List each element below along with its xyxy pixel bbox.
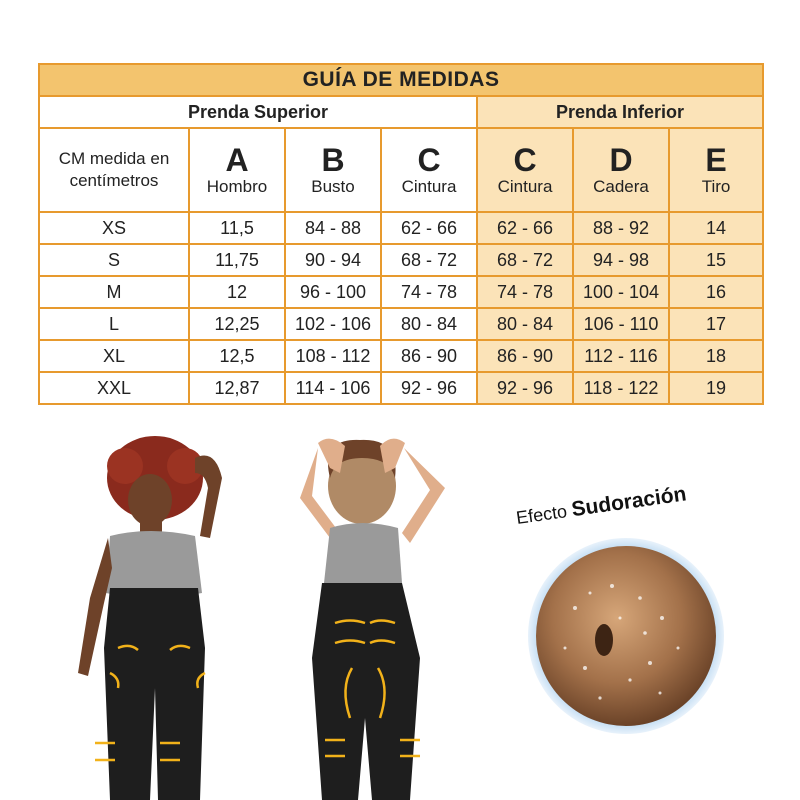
table-row [39, 244, 763, 276]
column-letter: C [417, 142, 441, 178]
column-header [669, 128, 763, 212]
column-name: Tiro [701, 177, 731, 196]
table-cell: 100 - 104 [573, 276, 669, 308]
table-cell: 12,25 [189, 308, 285, 340]
size-label: XS [39, 212, 189, 244]
group-lower: Prenda Inferior [477, 96, 763, 128]
table-cell: 15 [669, 244, 763, 276]
front-model [78, 436, 222, 800]
table-cell: 106 - 110 [573, 308, 669, 340]
table-cell: 74 - 78 [381, 276, 477, 308]
table-cell: 11,5 [189, 212, 285, 244]
table-row [39, 308, 763, 340]
size-guide-table [38, 63, 764, 405]
column-name: Hombro [206, 177, 268, 196]
column-name: Cadera [593, 177, 649, 196]
table-cell: 62 - 66 [477, 212, 573, 244]
table-cell: 68 - 72 [381, 244, 477, 276]
table-cell: 17 [669, 308, 763, 340]
column-letter: D [609, 142, 633, 178]
table-cell: 80 - 84 [381, 308, 477, 340]
column-header [285, 128, 381, 212]
size-label: S [39, 244, 189, 276]
back-model [300, 439, 445, 800]
column-header [573, 128, 669, 212]
model-illustrations [0, 418, 800, 800]
sweat-word: Sudoración [570, 482, 688, 522]
table-cell: 80 - 84 [477, 308, 573, 340]
column-letter: E [705, 142, 727, 178]
column-name: Cintura [401, 177, 457, 196]
table-row [39, 276, 763, 308]
table-cell: 96 - 100 [285, 276, 381, 308]
column-name: Busto [311, 177, 355, 196]
table-cell: 86 - 90 [477, 340, 573, 372]
column-name: Cintura [497, 177, 553, 196]
size-label: XL [39, 340, 189, 372]
table-cell: 118 - 122 [573, 372, 669, 404]
table-cell: 94 - 98 [573, 244, 669, 276]
table-row [39, 340, 763, 372]
table-cell: 11,75 [189, 244, 285, 276]
table-cell: 108 - 112 [285, 340, 381, 372]
column-header [477, 128, 573, 212]
size-label: XXL [39, 372, 189, 404]
column-letter: C [513, 142, 537, 178]
row-label-header: CM medida en centímetros [39, 128, 189, 212]
sweat-prefix: Efecto [514, 501, 569, 529]
table-cell: 18 [669, 340, 763, 372]
table-cell: 92 - 96 [477, 372, 573, 404]
table-cell: 114 - 106 [285, 372, 381, 404]
table-cell: 62 - 66 [381, 212, 477, 244]
size-label: M [39, 276, 189, 308]
table-cell: 14 [669, 212, 763, 244]
table-cell: 102 - 106 [285, 308, 381, 340]
table-cell: 92 - 96 [381, 372, 477, 404]
table-cell: 19 [669, 372, 763, 404]
table-cell: 74 - 78 [477, 276, 573, 308]
table-cell: 112 - 116 [573, 340, 669, 372]
column-letter: A [225, 142, 249, 178]
table-cell: 84 - 88 [285, 212, 381, 244]
table-cell: 12,5 [189, 340, 285, 372]
column-header [189, 128, 285, 212]
table-cell: 12,87 [189, 372, 285, 404]
table-cell: 90 - 94 [285, 244, 381, 276]
table-row [39, 212, 763, 244]
table-cell: 16 [669, 276, 763, 308]
table-cell: 12 [189, 276, 285, 308]
table-cell: 68 - 72 [477, 244, 573, 276]
column-letter: B [321, 142, 345, 178]
table-cell: 86 - 90 [381, 340, 477, 372]
column-header [381, 128, 477, 212]
group-upper: Prenda Superior [39, 96, 477, 128]
table-cell: 88 - 92 [573, 212, 669, 244]
size-label: L [39, 308, 189, 340]
table-row [39, 372, 763, 404]
table-title: GUÍA DE MEDIDAS [39, 64, 763, 96]
sweat-effect-image [528, 538, 724, 734]
